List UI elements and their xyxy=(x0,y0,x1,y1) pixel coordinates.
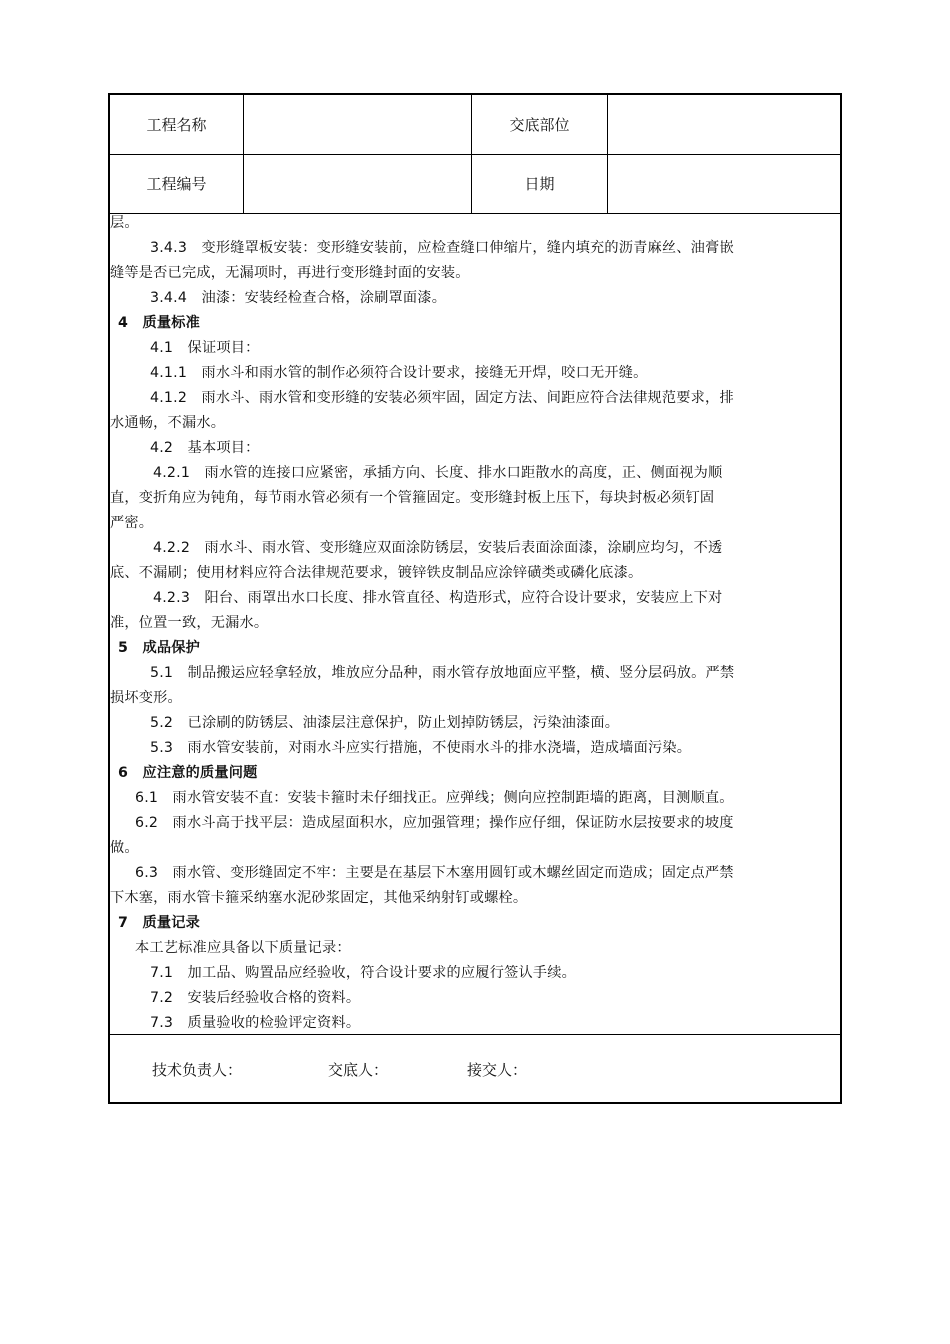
content-line: 4.2.3 阳台、雨罩出水口长度、排水管直径、构造形式，应符合设计要求，安装应上下对 xyxy=(153,590,723,606)
content-line: 4.2 基本项目： xyxy=(150,440,260,456)
handover-part-label: 交底部位 xyxy=(472,95,608,154)
content-line: 6.2 雨水斗高于找平层：造成屋面积水，应加强管理；操作应仔细，保证防水层按要求的坡度 xyxy=(135,815,734,831)
project-no-label: 工程编号 xyxy=(110,154,244,213)
handover-part-field[interactable] xyxy=(608,95,840,154)
project-name-label: 工程名称 xyxy=(110,95,244,154)
content-line: 4.1.2 雨水斗、雨水管和变形缝的安装必须牢固，固定方法、间距应符合法律规范要求，排 xyxy=(150,390,734,406)
content-line: 4.1 保证项目： xyxy=(150,340,260,356)
handover-by-signature-label: 交底人： xyxy=(328,1061,389,1079)
content-line: 做。 xyxy=(110,840,139,856)
content-line: 缝等是否已完成，无漏项时，再进行变形缝封面的安装。 xyxy=(110,265,470,281)
content-line: 7.2 安装后经验收合格的资料。 xyxy=(150,990,361,1006)
content-line: 7.3 质量验收的检验评定资料。 xyxy=(150,1015,361,1031)
content-line: 6.3 雨水管、变形缝固定不牢：主要是在基层下木塞用圆钉或木螺丝固定而造成；固定点严禁 xyxy=(135,865,734,881)
project-no-field[interactable] xyxy=(244,154,472,213)
content-line: 准，位置一致，无漏水。 xyxy=(110,615,269,631)
header-row-1 xyxy=(110,95,840,155)
receiver-signature-label: 接交人： xyxy=(467,1061,528,1079)
disclosure-content xyxy=(110,213,840,1035)
content-line: 7.1 加工品、购置品应经验收，符合设计要求的应履行签认手续。 xyxy=(150,965,577,981)
section-heading: 7 质量记录 xyxy=(118,915,201,931)
content-line: 严密。 xyxy=(110,515,154,531)
content-line: 层。 xyxy=(110,215,139,231)
content-line: 5.1 制品搬运应轻拿轻放，堆放应分品种，雨水管存放地面应平整，横、竖分层码放。严禁 xyxy=(150,665,735,681)
content-line: 5.3 雨水管安装前，对雨水斗应实行措施，不使雨水斗的排水浇墙，造成墙面污染。 xyxy=(150,740,692,756)
content-line: 本工艺标准应具备以下质量记录： xyxy=(135,940,351,956)
section-heading: 4 质量标准 xyxy=(118,315,201,331)
header-row-2 xyxy=(110,154,840,214)
content-line: 下木塞，雨水管卡箍采纳塞水泥砂浆固定，其他采纳射钉或螺栓。 xyxy=(110,890,528,906)
content-line: 6.1 雨水管安装不直：安装卡箍时未仔细找正。应弹线；侧向应控制距墙的距离，目测顺直。 xyxy=(135,790,734,806)
date-label: 日期 xyxy=(472,154,608,213)
content-line: 直，变折角应为钝角，每节雨水管必须有一个管箍固定。变形缝封板上压下，每块封板必须钉固 xyxy=(110,490,715,506)
tech-lead-signature-label: 技术负责人： xyxy=(152,1061,243,1079)
content-line: 3.4.4 油漆：安装经检查合格，涂刷罩面漆。 xyxy=(150,290,447,306)
content-line: 水通畅，不漏水。 xyxy=(110,415,226,431)
project-name-field[interactable] xyxy=(244,95,472,154)
content-line: 3.4.3 变形缝罩板安装：变形缝安装前，应检查缝口伸缩片，缝内填充的沥青麻丝、油膏嵌 xyxy=(150,240,734,256)
content-line: 损坏变形。 xyxy=(110,690,182,706)
content-line: 5.2 已涂刷的防锈层、油漆层注意保护，防止划掉防锈层，污染油漆面。 xyxy=(150,715,620,731)
technical-disclosure-form xyxy=(108,93,842,1104)
content-line: 4.2.1 雨水管的连接口应紧密，承插方向、长度、排水口距散水的高度，正、侧面视为顺 xyxy=(153,465,723,481)
content-line: 4.1.1 雨水斗和雨水管的制作必须符合设计要求，接缝无开焊，咬口无开缝。 xyxy=(150,365,648,381)
section-heading: 6 应注意的质量问题 xyxy=(118,765,258,781)
date-field[interactable] xyxy=(608,154,840,213)
content-line: 4.2.2 雨水斗、雨水管、变形缝应双面涂防锈层，安装后表面涂面漆，涂刷应均匀，不透 xyxy=(153,540,723,556)
section-heading: 5 成品保护 xyxy=(118,640,201,656)
content-line: 底、不漏刷；使用材料应符合法律规范要求，镀锌铁皮制品应涂锌磺类或磷化底漆。 xyxy=(110,565,643,581)
signature-row xyxy=(110,1035,840,1102)
